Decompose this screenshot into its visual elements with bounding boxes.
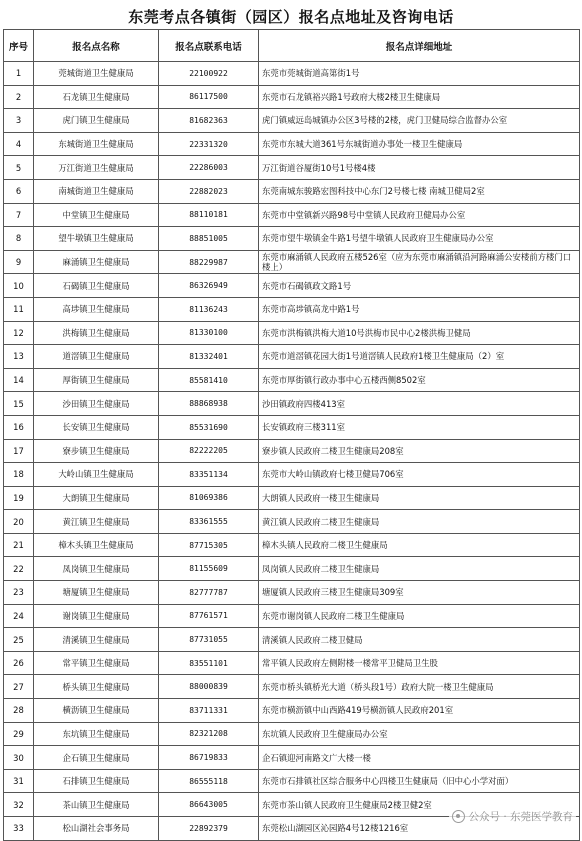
office-name: 长安镇卫生健康局: [34, 415, 159, 439]
row-number: 15: [4, 392, 34, 416]
row-number: 6: [4, 179, 34, 203]
row-number: 22: [4, 557, 34, 581]
page-title: 东莞考点各镇街（园区）报名点地址及咨询电话: [128, 8, 454, 26]
office-name: 石碣镇卫生健康局: [34, 274, 159, 298]
address: 东莞市石排镇社区综合服务中心四楼卫生健康局（旧中心小学对面）: [259, 769, 580, 793]
row-number: 8: [4, 227, 34, 251]
row-number: 10: [4, 274, 34, 298]
header-phone: 报名点联系电话: [159, 30, 259, 62]
row-number: 21: [4, 533, 34, 557]
row-number: 9: [4, 250, 34, 274]
address: 樟木头镇人民政府二楼卫生健康局: [259, 533, 580, 557]
address: 塘厦镇人民政府三楼卫生健康局309室: [259, 581, 580, 605]
phone-number: 81332401: [159, 345, 259, 369]
watermark: [449, 808, 576, 825]
office-name: 清溪镇卫生健康局: [34, 628, 159, 652]
table-row: [4, 486, 580, 510]
row-number: 30: [4, 746, 34, 770]
address: 东莞市中堂镇新兴路98号中堂镇人民政府卫健局办公室: [259, 203, 580, 227]
phone-number: 22286003: [159, 156, 259, 180]
table-row: [4, 675, 580, 699]
address: 东莞市道滘镇花园大街1号道滘镇人民政府1楼卫生健康局（2）室: [259, 345, 580, 369]
table-row: [4, 415, 580, 439]
row-number: 23: [4, 581, 34, 605]
phone-number: 88110181: [159, 203, 259, 227]
row-number: 32: [4, 793, 34, 817]
address: 虎门镇威远岛城镇办公区3号楼的2楼，虎门卫健局综合监督办公室: [259, 109, 580, 133]
row-number: 16: [4, 415, 34, 439]
table-row: [4, 699, 580, 723]
table-row: [4, 533, 580, 557]
address: 东莞市大岭山镇政府七楼卫健局706室: [259, 463, 580, 487]
phone-number: 82222205: [159, 439, 259, 463]
table-row: [4, 439, 580, 463]
phone-number: 87761571: [159, 604, 259, 628]
office-name: 石龙镇卫生健康局: [34, 85, 159, 109]
address: 东莞南城东骏路宏图科技中心东门2号楼七楼 南城卫健局2室: [259, 179, 580, 203]
row-number: 18: [4, 463, 34, 487]
header-no: 序号: [4, 30, 34, 62]
row-number: 2: [4, 85, 34, 109]
phone-number: 81682363: [159, 109, 259, 133]
address: 企石镇迎河南路文广大楼一楼: [259, 746, 580, 770]
address: 东莞市桥头镇桥光大道（桥头段1号）政府大院一楼卫生健康局: [259, 675, 580, 699]
address: 寮步镇人民政府二楼卫生健康局208室: [259, 439, 580, 463]
phone-number: 83361555: [159, 510, 259, 534]
address: 东莞市谢岗镇人民政府二楼卫生健康局: [259, 604, 580, 628]
table-row: [4, 463, 580, 487]
address: 东莞市厚街镇行政办事中心五楼西侧8502室: [259, 368, 580, 392]
office-name: 横沥镇卫生健康局: [34, 699, 159, 723]
office-name: 大朗镇卫生健康局: [34, 486, 159, 510]
office-name: 高埗镇卫生健康局: [34, 297, 159, 321]
row-number: 7: [4, 203, 34, 227]
row-number: 11: [4, 297, 34, 321]
address: 长安镇政府三楼311室: [259, 415, 580, 439]
wechat-icon: [452, 810, 465, 823]
row-number: 29: [4, 722, 34, 746]
table-row: [4, 85, 580, 109]
address: 清溪镇人民政府二楼卫健局: [259, 628, 580, 652]
phone-number: 22892379: [159, 817, 259, 841]
table-row: [4, 392, 580, 416]
office-name: 南城街道卫生健康局: [34, 179, 159, 203]
table-row: [4, 62, 580, 86]
watermark-text: 公众号 · 东莞医学教育: [468, 811, 573, 823]
office-name: 道滘镇卫生健康局: [34, 345, 159, 369]
office-name: 黄江镇卫生健康局: [34, 510, 159, 534]
phone-number: 83351134: [159, 463, 259, 487]
phone-number: 86719833: [159, 746, 259, 770]
phone-number: 22100922: [159, 62, 259, 86]
phone-number: 81136243: [159, 297, 259, 321]
row-number: 3: [4, 109, 34, 133]
office-name: 中堂镇卫生健康局: [34, 203, 159, 227]
row-number: 26: [4, 651, 34, 675]
phone-number: 86555118: [159, 769, 259, 793]
phone-number: 86326949: [159, 274, 259, 298]
address: 东莞市东城大道361号东城街道办事处一楼卫生健康局: [259, 132, 580, 156]
office-name: 樟木头镇卫生健康局: [34, 533, 159, 557]
office-name: 沙田镇卫生健康局: [34, 392, 159, 416]
phone-number: 22882023: [159, 179, 259, 203]
table-row: [4, 250, 580, 274]
address: 东莞松山湖园区沁园路4号12楼1216室: [259, 817, 580, 841]
table-row: [4, 581, 580, 605]
phone-number: 87715305: [159, 533, 259, 557]
row-number: 1: [4, 62, 34, 86]
table-row: [4, 274, 580, 298]
address: 东莞市莞城街道高第街1号: [259, 62, 580, 86]
table-row: [4, 156, 580, 180]
phone-number: 82777787: [159, 581, 259, 605]
office-name: 寮步镇卫生健康局: [34, 439, 159, 463]
phone-number: 85581410: [159, 368, 259, 392]
office-name: 万江街道卫生健康局: [34, 156, 159, 180]
table-row: [4, 297, 580, 321]
address: 常平镇人民政府左侧附楼一楼常平卫健局卫生股: [259, 651, 580, 675]
office-name: 桥头镇卫生健康局: [34, 675, 159, 699]
office-name: 麻涌镇卫生健康局: [34, 250, 159, 274]
row-number: 33: [4, 817, 34, 841]
table-header-row: [4, 30, 580, 62]
phone-number: 81069386: [159, 486, 259, 510]
phone-number: 83711331: [159, 699, 259, 723]
row-number: 28: [4, 699, 34, 723]
row-number: 14: [4, 368, 34, 392]
phone-number: 86117500: [159, 85, 259, 109]
row-number: 20: [4, 510, 34, 534]
header-address: 报名点详细地址: [259, 30, 580, 62]
office-name: 塘厦镇卫生健康局: [34, 581, 159, 605]
address: 东莞市洪梅镇洪梅大道10号洪梅市民中心2楼洪梅卫健局: [259, 321, 580, 345]
address: 大朗镇人民政府一楼卫生健康局: [259, 486, 580, 510]
office-name: 厚街镇卫生健康局: [34, 368, 159, 392]
table-row: [4, 746, 580, 770]
table-row: [4, 510, 580, 534]
table-body: [4, 62, 580, 841]
office-name: 虎门镇卫生健康局: [34, 109, 159, 133]
address: 万江街道谷厦街10号1号楼4楼: [259, 156, 580, 180]
phone-number: 86643005: [159, 793, 259, 817]
row-number: 5: [4, 156, 34, 180]
office-name: 望牛墩镇卫生健康局: [34, 227, 159, 251]
row-number: 19: [4, 486, 34, 510]
office-name: 凤岗镇卫生健康局: [34, 557, 159, 581]
phone-number: 22331320: [159, 132, 259, 156]
table-row: [4, 722, 580, 746]
phone-number: 88868938: [159, 392, 259, 416]
contact-table: [3, 29, 580, 841]
phone-number: 87731055: [159, 628, 259, 652]
row-number: 24: [4, 604, 34, 628]
address: 沙田镇政府四楼413室: [259, 392, 580, 416]
table-row: [4, 628, 580, 652]
office-name: 松山湖社会事务局: [34, 817, 159, 841]
office-name: 东坑镇卫生健康局: [34, 722, 159, 746]
table-row: [4, 769, 580, 793]
office-name: 大岭山镇卫生健康局: [34, 463, 159, 487]
phone-number: 85531690: [159, 415, 259, 439]
address: 东莞市麻涌镇人民政府五楼526室（应为东莞市麻涌镇沿河路麻涌公安楼前方楼门口楼上）: [259, 250, 580, 274]
row-number: 4: [4, 132, 34, 156]
row-number: 12: [4, 321, 34, 345]
address: 黄江镇人民政府二楼卫生健康局: [259, 510, 580, 534]
address: 东莞市横沥镇中山西路419号横沥镇人民政府201室: [259, 699, 580, 723]
address: 东莞市石碣镇政文路1号: [259, 274, 580, 298]
address: 东坑镇人民政府卫生健康局办公室: [259, 722, 580, 746]
row-number: 13: [4, 345, 34, 369]
table-row: [4, 557, 580, 581]
table-row: [4, 604, 580, 628]
table-row: [4, 179, 580, 203]
address: 东莞市望牛墩镇金牛路1号望牛墩镇人民政府卫生健康局办公室: [259, 227, 580, 251]
phone-number: 88229987: [159, 250, 259, 274]
table-row: [4, 227, 580, 251]
office-name: 洪梅镇卫生健康局: [34, 321, 159, 345]
office-name: 茶山镇卫生健康局: [34, 793, 159, 817]
table-row: [4, 345, 580, 369]
phone-number: 88851005: [159, 227, 259, 251]
address: 东莞市茶山镇人民政府卫生健康局2楼卫健2室: [259, 793, 580, 817]
address: 凤岗镇人民政府二楼卫生健康局: [259, 557, 580, 581]
office-name: 东城街道卫生健康局: [34, 132, 159, 156]
row-number: 17: [4, 439, 34, 463]
phone-number: 88000839: [159, 675, 259, 699]
table-row: [4, 651, 580, 675]
phone-number: 83551101: [159, 651, 259, 675]
address: 东莞市石龙镇裕兴路1号政府大楼2楼卫生健康局: [259, 85, 580, 109]
table-row: [4, 203, 580, 227]
row-number: 31: [4, 769, 34, 793]
office-name: 莞城街道卫生健康局: [34, 62, 159, 86]
phone-number: 81155609: [159, 557, 259, 581]
table-row: [4, 368, 580, 392]
address: 东莞市高埗镇高龙中路1号: [259, 297, 580, 321]
header-name: 报名点名称: [34, 30, 159, 62]
office-name: 企石镇卫生健康局: [34, 746, 159, 770]
row-number: 27: [4, 675, 34, 699]
phone-number: 82321208: [159, 722, 259, 746]
office-name: 常平镇卫生健康局: [34, 651, 159, 675]
table-row: [4, 109, 580, 133]
phone-number: 81330100: [159, 321, 259, 345]
table-row: [4, 132, 580, 156]
table-row: [4, 321, 580, 345]
office-name: 石排镇卫生健康局: [34, 769, 159, 793]
office-name: 谢岗镇卫生健康局: [34, 604, 159, 628]
row-number: 25: [4, 628, 34, 652]
